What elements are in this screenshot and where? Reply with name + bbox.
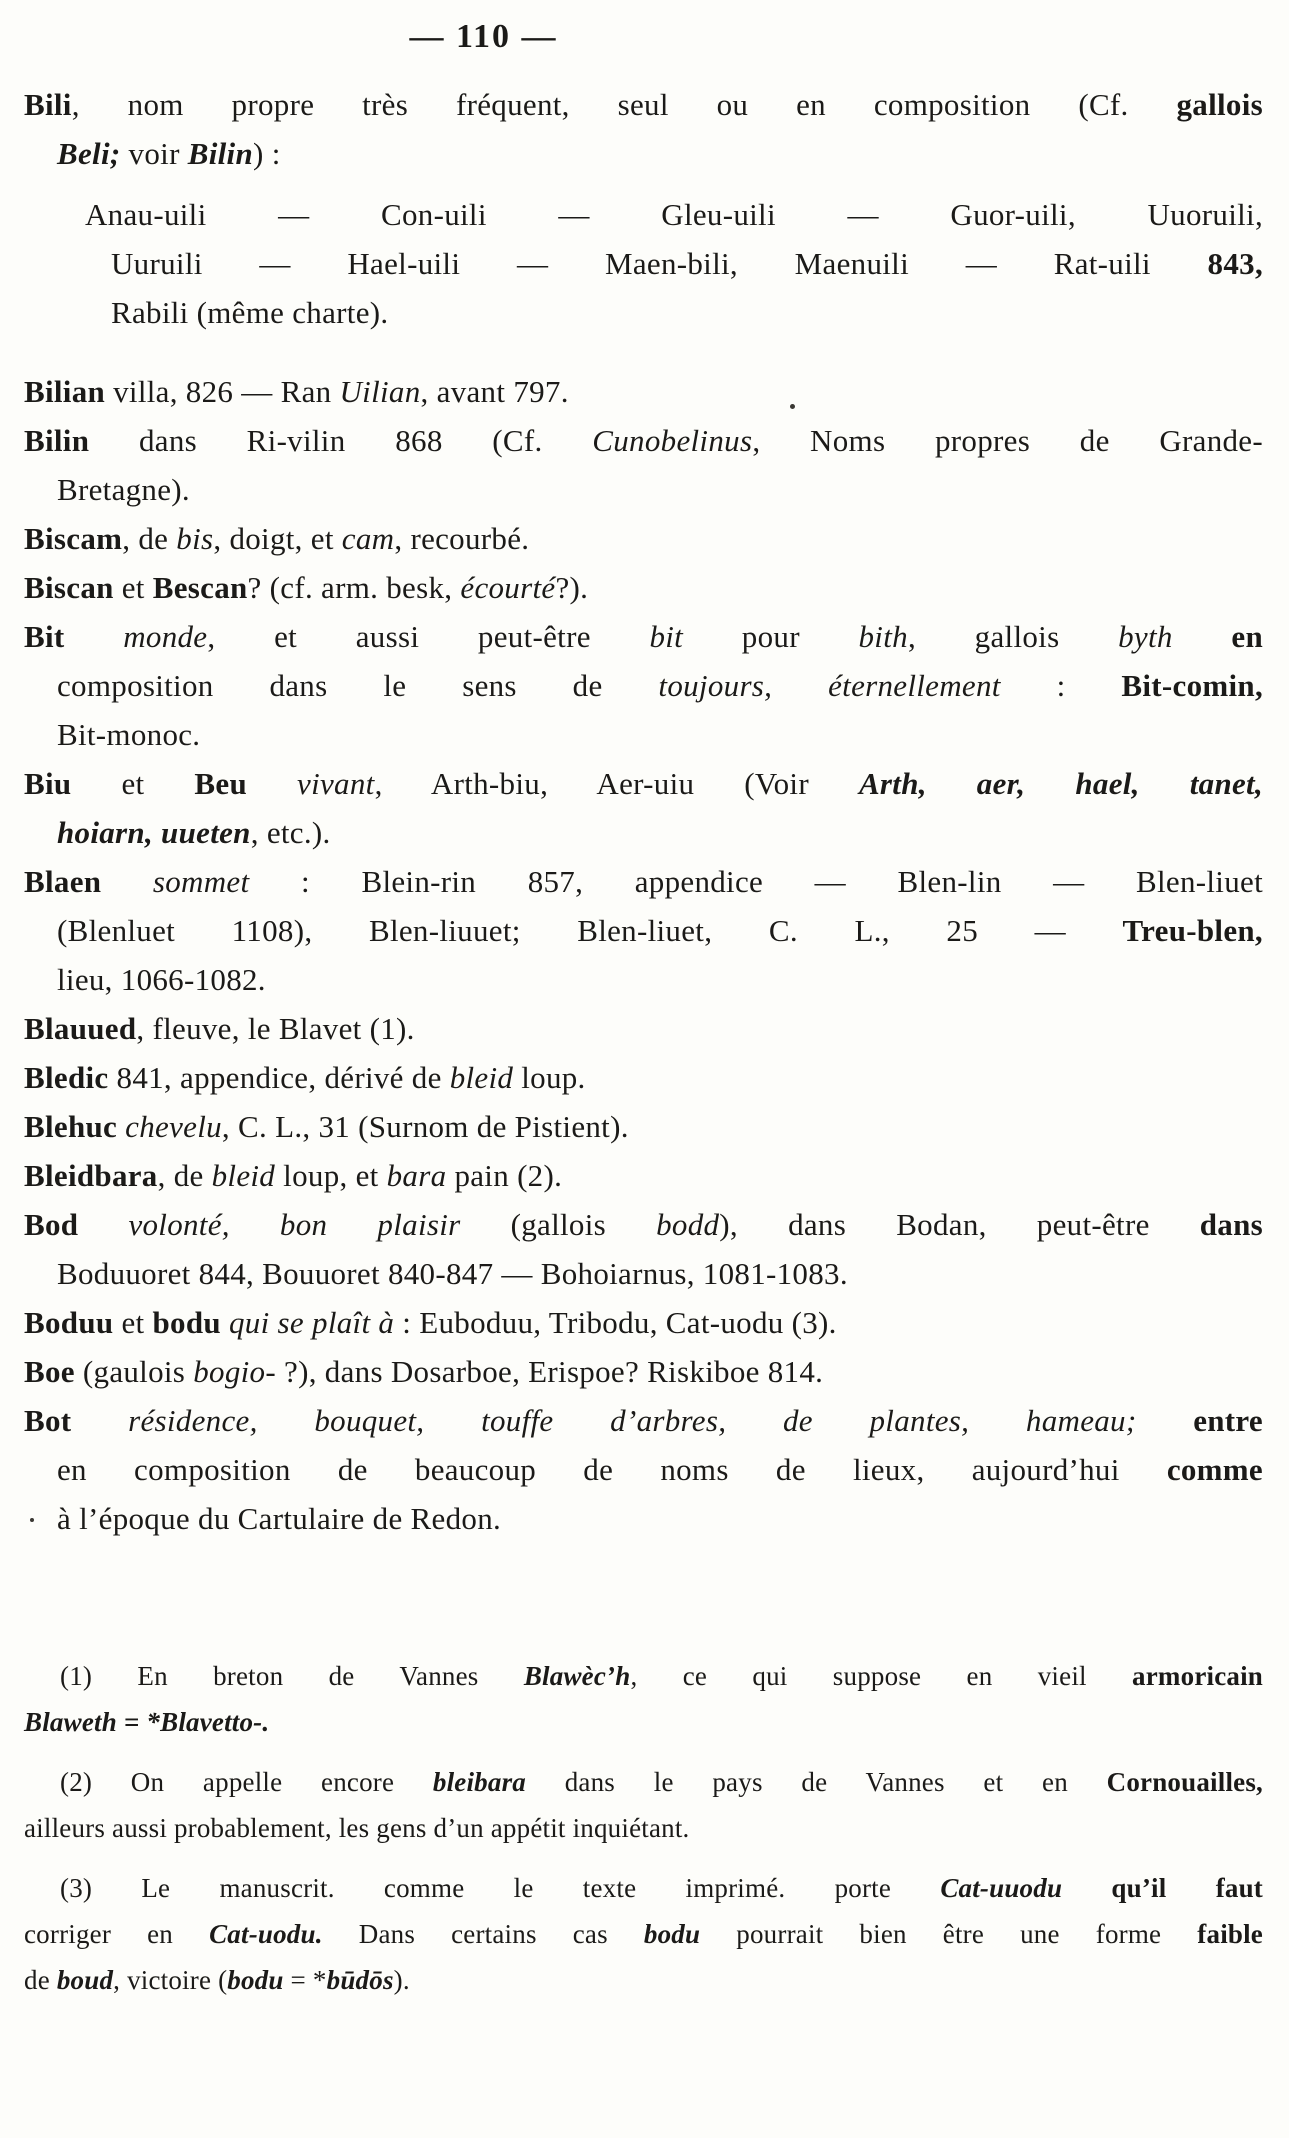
italic-text: bogio-: [193, 1354, 276, 1389]
entry-paragraph: [24, 1102, 1263, 1151]
text: Rabili (même charte).: [111, 295, 389, 330]
text-line: [24, 1298, 1263, 1347]
text: , etc.).: [250, 815, 331, 850]
text: Boduuoret 844, Bouuoret 840-847 — Bohoiarnus, 1081-1083.: [57, 1256, 848, 1291]
dictionary-entries: [24, 80, 1263, 1543]
bold-text: armoricain: [1132, 1661, 1264, 1691]
text: , gallois: [907, 619, 1119, 654]
text: (gallois: [460, 1207, 657, 1242]
bold-text: Bod: [24, 1207, 79, 1242]
text: , de: [122, 521, 177, 556]
italic-text: bodd: [656, 1207, 720, 1242]
italic-text: qui se plaît à: [228, 1305, 395, 1340]
italic-text: chevelu: [125, 1109, 222, 1144]
text: [117, 1109, 125, 1144]
text: [71, 1403, 128, 1438]
text: dans le pays de Vannes et en: [526, 1767, 1107, 1797]
bold-italic-text: būdōs: [326, 1965, 394, 1995]
text: (1) En breton de Vannes: [60, 1661, 524, 1691]
bold-italic-text: bleibara: [432, 1767, 526, 1797]
entry-paragraph: [24, 80, 1263, 178]
bold-italic-text: Arth, aer, hael, tanet,: [858, 766, 1264, 801]
print-speck: [790, 404, 795, 409]
bold-text: en: [1231, 619, 1263, 654]
text-line: [24, 1053, 1263, 1102]
bold-text: Blehuc: [24, 1109, 118, 1144]
bold-text: Beu: [194, 766, 247, 801]
entry-paragraph: [24, 1298, 1263, 1347]
text-line: [24, 1004, 1263, 1053]
text-line: [24, 514, 1263, 563]
text: ), dans Bodan, peut-être: [719, 1207, 1200, 1242]
bold-italic-text: Blaweth = *Blavetto-.: [24, 1707, 270, 1737]
text-line: [24, 1445, 1263, 1494]
text: Anau-uili — Con-uili — Gleu-uili — Guor-uili, Uuoruili,: [85, 197, 1263, 232]
text-line: [24, 612, 1263, 661]
bold-italic-text: Cat-uodu.: [209, 1919, 323, 1949]
text: et: [113, 1305, 153, 1340]
text-line: [24, 1102, 1263, 1151]
text: [247, 766, 297, 801]
text: ? (cf. arm. besk,: [247, 570, 461, 605]
footnote: [24, 1653, 1263, 1745]
text-line: [24, 1494, 1263, 1543]
bold-text: comme: [1166, 1452, 1263, 1487]
text: loup.: [513, 1060, 586, 1095]
text: voir: [120, 136, 188, 171]
bold-text: qu’il faut: [1111, 1873, 1263, 1903]
bold-italic-text: hoiarn, uueten: [57, 815, 251, 850]
text: pain (2).: [446, 1158, 563, 1193]
text: loup, et: [275, 1158, 387, 1193]
bold-text: Blaen: [24, 864, 102, 899]
page-number: — 110 —: [409, 18, 558, 55]
italic-text: écourté: [460, 570, 556, 605]
bold-text: Bescan: [152, 570, 248, 605]
text-line: [24, 1911, 1263, 1957]
bold-italic-text: bodu: [227, 1965, 284, 1995]
bold-text: Cornouailles,: [1106, 1767, 1263, 1797]
text: Uuruili — Hael-uili — Maen-bili, Maenuili — Rat-uili: [111, 246, 1208, 281]
text: ?), dans Dosarboe, Erispoe? Riskiboe 814.: [275, 1354, 824, 1389]
text: , fleuve, le Blavet (1).: [136, 1011, 415, 1046]
entry-paragraph: [24, 1347, 1263, 1396]
text: ?).: [555, 570, 589, 605]
italic-text: bleid: [211, 1158, 276, 1193]
text: pour: [683, 619, 859, 654]
bold-text: Bleidbara: [24, 1158, 158, 1193]
text-line: [24, 1699, 1263, 1745]
text-line: [24, 857, 1263, 906]
bold-text: gallois: [1176, 87, 1263, 122]
text: , ce qui suppose en vieil: [630, 1661, 1133, 1691]
text-line: [24, 416, 1263, 465]
italic-text: bit: [649, 619, 684, 654]
text: Dans certains cas: [322, 1919, 644, 1949]
text: (3) Le manuscrit. comme le texte imprimé. porte: [60, 1873, 941, 1903]
text: : Euboduu, Tribodu, Cat-uodu (3).: [394, 1305, 837, 1340]
text-line: [24, 563, 1263, 612]
entry-paragraph: [24, 1396, 1263, 1543]
text: , victoire (: [113, 1965, 228, 1995]
entry-paragraph: [24, 367, 1263, 416]
text: :: [1000, 668, 1122, 703]
entry-paragraph: [24, 759, 1263, 857]
text-line: [24, 1347, 1263, 1396]
text-line: [24, 465, 1263, 514]
bold-text: Bili: [24, 87, 72, 122]
text-line: [24, 661, 1263, 710]
entry-paragraph: [24, 416, 1263, 514]
text: [221, 1305, 229, 1340]
entry-paragraph: [24, 857, 1263, 1004]
text-line: [24, 129, 1263, 178]
text-line: [24, 1151, 1263, 1200]
text: 841, appendice, dérivé de: [108, 1060, 450, 1095]
text: , Arth-biu, Aer-uiu (Voir: [374, 766, 859, 801]
text: [65, 619, 124, 654]
text: (gaulois: [74, 1354, 194, 1389]
text: , recourbé.: [394, 521, 530, 556]
text-line: [24, 239, 1263, 288]
text-line: [24, 1865, 1263, 1911]
entry-paragraph: [24, 1004, 1263, 1053]
bold-text: Biscam: [24, 521, 123, 556]
italic-text: bis: [176, 521, 214, 556]
footnotes-section: [24, 1653, 1263, 2003]
text: (Blenluet 1108), Blen-liuuet; Blen-liuet, C. L., 25 —: [57, 913, 1123, 948]
text: , Noms propres de Grande-: [752, 423, 1263, 458]
text: (2) On appelle encore: [60, 1767, 433, 1797]
bold-italic-text: boud: [56, 1965, 114, 1995]
italic-text: volonté, bon plaisir: [128, 1207, 461, 1242]
text-line: [24, 190, 1263, 239]
bold-text: Bot: [24, 1403, 72, 1438]
bold-text: Boduu: [24, 1305, 114, 1340]
italic-text: vivant: [297, 766, 375, 801]
name-list-paragraph: [24, 190, 1263, 337]
text: composition dans le sens de: [57, 668, 659, 703]
text: et: [113, 570, 153, 605]
bold-text: Treu-blen,: [1122, 913, 1263, 948]
bold-text: Bledic: [24, 1060, 109, 1095]
text: villa, 826 — Ran: [105, 374, 340, 409]
entry-paragraph: [24, 514, 1263, 563]
italic-text: résidence, bouquet, touffe d’arbres, de plantes, hameau;: [128, 1403, 1137, 1438]
text: [1136, 1403, 1193, 1438]
text: Bretagne).: [57, 472, 190, 507]
text-line: [24, 759, 1263, 808]
italic-text: byth: [1118, 619, 1173, 654]
text: corriger en: [24, 1919, 210, 1949]
italic-text: Cunobelinus: [592, 423, 753, 458]
text: à l’époque du Cartulaire de Redon.: [57, 1501, 502, 1536]
text: ailleurs aussi probablement, les gens d’un appétit inquiétant.: [24, 1813, 690, 1843]
text-line: [24, 1653, 1263, 1699]
text: lieu, 1066-1082.: [57, 962, 266, 997]
text: = *: [283, 1965, 327, 1995]
bold-text: 843,: [1207, 246, 1263, 281]
bold-italic-text: Cat-uuodu: [940, 1873, 1063, 1903]
italic-text: bith: [858, 619, 908, 654]
text-line: [24, 1249, 1263, 1298]
text: de: [24, 1965, 57, 1995]
bold-text: Blauued: [24, 1011, 137, 1046]
text: dans Ri-vilin 868 (Cf.: [89, 423, 593, 458]
text: ) :: [253, 136, 281, 171]
entry-paragraph: [24, 563, 1263, 612]
text-line: [24, 367, 1263, 416]
text: [1173, 619, 1232, 654]
text-line: [24, 1396, 1263, 1445]
text: en composition de beaucoup de noms de lieux, aujourd’hui: [57, 1452, 1167, 1487]
entry-paragraph: [24, 1151, 1263, 1200]
entry-paragraph: [24, 1200, 1263, 1298]
text: , C. L., 31 (Surnom de Pistient).: [221, 1109, 629, 1144]
bold-text: Bit-comin,: [1121, 668, 1263, 703]
bold-text: Bilian: [24, 374, 106, 409]
text: , avant 797.: [420, 374, 569, 409]
text-line: [24, 1957, 1263, 2003]
text: [1062, 1873, 1111, 1903]
entry-paragraph: [24, 1053, 1263, 1102]
bold-text: faible: [1197, 1919, 1263, 1949]
text: pourrait bien être une forme: [700, 1919, 1198, 1949]
text: , et aussi peut-être: [207, 619, 650, 654]
text: et: [71, 766, 195, 801]
text-line: [24, 808, 1263, 857]
italic-text: bara: [386, 1158, 447, 1193]
entry-paragraph: [24, 612, 1263, 759]
text: [101, 864, 153, 899]
text: : Blein-rin 857, appendice — Blen-lin — Blen-liuet: [249, 864, 1263, 899]
text: , de: [157, 1158, 212, 1193]
bold-text: Biu: [24, 766, 72, 801]
text: , nom propre très fréquent, seul ou en composition (Cf.: [71, 87, 1177, 122]
text: Bit-monoc.: [57, 717, 201, 752]
text-line: [24, 1200, 1263, 1249]
bold-italic-text: bodu: [643, 1919, 701, 1949]
text-line: [24, 288, 1263, 337]
italic-text: cam: [341, 521, 395, 556]
bold-text: Boe: [24, 1354, 75, 1389]
bold-text: Bilin: [24, 423, 90, 458]
text-line: [24, 1805, 1263, 1851]
italic-text: toujours, éternellement: [658, 668, 1001, 703]
bold-text: Biscan: [24, 570, 114, 605]
print-speck: [30, 1518, 34, 1522]
text: , doigt, et: [213, 521, 342, 556]
text-line: [24, 1759, 1263, 1805]
italic-text: Uilian: [339, 374, 421, 409]
text-line: [24, 710, 1263, 759]
footnote: [24, 1759, 1263, 1851]
bold-italic-text: Bilin: [187, 136, 254, 171]
text: [78, 1207, 128, 1242]
italic-text: sommet: [152, 864, 250, 899]
italic-text: monde: [123, 619, 208, 654]
text-line: [24, 955, 1263, 1004]
italic-text: bleid: [449, 1060, 514, 1095]
bold-text: dans: [1199, 1207, 1263, 1242]
bold-italic-text: Blawèc’h: [523, 1661, 631, 1691]
text: ).: [393, 1965, 410, 1995]
bold-italic-text: Beli;: [57, 136, 121, 171]
bold-text: bodu: [152, 1305, 221, 1340]
bold-text: entre: [1193, 1403, 1263, 1438]
text-line: [24, 80, 1263, 129]
bold-text: Bit: [24, 619, 65, 654]
footnote: [24, 1865, 1263, 2003]
text-line: [24, 906, 1263, 955]
